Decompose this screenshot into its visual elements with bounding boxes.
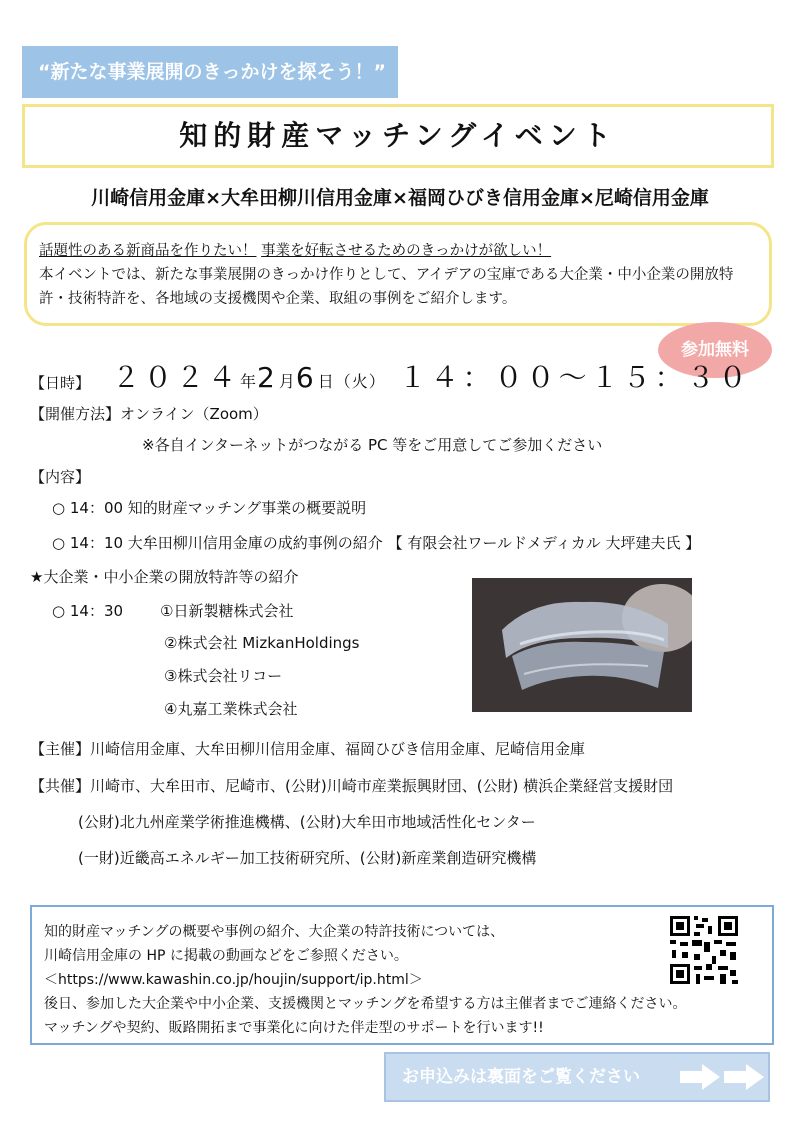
free-badge: 参加無料 [658, 322, 772, 378]
patents-heading: ★大企業・中小企業の開放特許等の紹介 [30, 568, 299, 586]
date-weekday: （火） [334, 372, 386, 391]
intro-lead-b: 事業を好転させるためのきっかけが欲しい！ [261, 243, 552, 259]
event-method: 【開催方法】オンライン（Zoom） [30, 405, 268, 423]
intro-body-2: 許・技術特許を、各地域の支援機関や企業、取組の事例をご紹介します。 [39, 291, 517, 307]
cosponsors-3: (一財)近畿高エネルギー加工技術研究所、(公財)新産業創造研究機構 [78, 849, 537, 867]
date-time: １４：００～１５：３０ [398, 361, 751, 394]
info-box [30, 905, 774, 1045]
program-item-1: ○ 14：00 知的財産マッチング事業の概要説明 [52, 499, 367, 517]
date-day: 6 [295, 361, 318, 394]
contents-label: 【内容】 [30, 468, 91, 486]
intro-lead [39, 239, 755, 263]
intro-box [24, 222, 772, 326]
method-note: ※各自インターネットがつながる PC 等をご用意してご参加ください [142, 436, 603, 454]
program-item-2: ○ 14：10 大牟田柳川信用金庫の成約事例の紹介 【 有限会社ワールドメディカル 大坪建夫氏 】 [52, 534, 701, 552]
date-month: 2 [257, 361, 279, 394]
event-title: 知的財産マッチングイベント [22, 104, 774, 168]
date-year: ２０２４ [112, 361, 241, 394]
company-1: ①日新製糖株式会社 [160, 602, 294, 620]
info-line-5: マッチングや契約、販路開拓まで事業化に向けた伴走型のサポートを行います!! [44, 1020, 544, 1036]
info-line-2: 川崎信用金庫の HP に掲載の動画などをご参照ください。 [44, 948, 408, 964]
product-photo [472, 578, 692, 712]
date-month-unit: 月 [278, 372, 296, 391]
info-line-4: 後日、参加した大企業や中小企業、支援機関とマッチングを希望する方は主催者までご連絡ください。 [44, 996, 687, 1012]
cosponsors-2: (公財)北九州産業学術推進機構、(公財)大牟田市地域活性化センター [78, 813, 536, 831]
event-datetime [112, 356, 751, 396]
patents-time: ○ 14：30 [52, 602, 124, 620]
company-2: ②株式会社 MizkanHoldings [164, 634, 360, 652]
company-3: ③株式会社リコー [164, 667, 283, 685]
arrow-right-icon [680, 1064, 720, 1090]
date-label: 【日時】 [30, 374, 91, 392]
info-url[interactable]: ＜https://www.kawashin.co.jp/houjin/support/ip.html＞ [44, 972, 423, 988]
date-day-unit: 日 [317, 372, 335, 391]
tagline-banner: “新たな事業展開のきっかけを探そう！” [22, 46, 398, 98]
cosponsors-1: 【共催】川崎市、大牟田市、尼崎市、(公財)川崎市産業振興財団、(公財) 横浜企業経営支援財団 [30, 777, 674, 795]
apply-banner [384, 1052, 770, 1102]
organizers: 【主催】川崎信用金庫、大牟田柳川信用金庫、福岡ひびき信用金庫、尼崎信用金庫 [30, 740, 586, 758]
intro-lead-a: 話題性のある新商品を作りたい！ [39, 243, 257, 259]
mouthguard-image [472, 578, 692, 712]
info-line-1: 知的財産マッチングの概要や事例の紹介、大企業の特許技術については、 [44, 924, 505, 940]
intro-body-1: 本イベントでは、新たな事業展開のきっかけ作りとして、アイデアの宝庫である大企業・中小企業の開放特 [39, 267, 734, 283]
qr-code-icon[interactable] [668, 914, 740, 986]
apply-text: お申込みは裏面をご覧ください [402, 1067, 640, 1087]
company-4: ④丸嘉工業株式会社 [164, 700, 298, 718]
date-year-unit: 年 [240, 372, 258, 391]
bank-partners: 川崎信用金庫×大牟田柳川信用金庫×福岡ひびき信用金庫×尼崎信用金庫 [91, 187, 709, 209]
arrow-right-icon [724, 1064, 764, 1090]
